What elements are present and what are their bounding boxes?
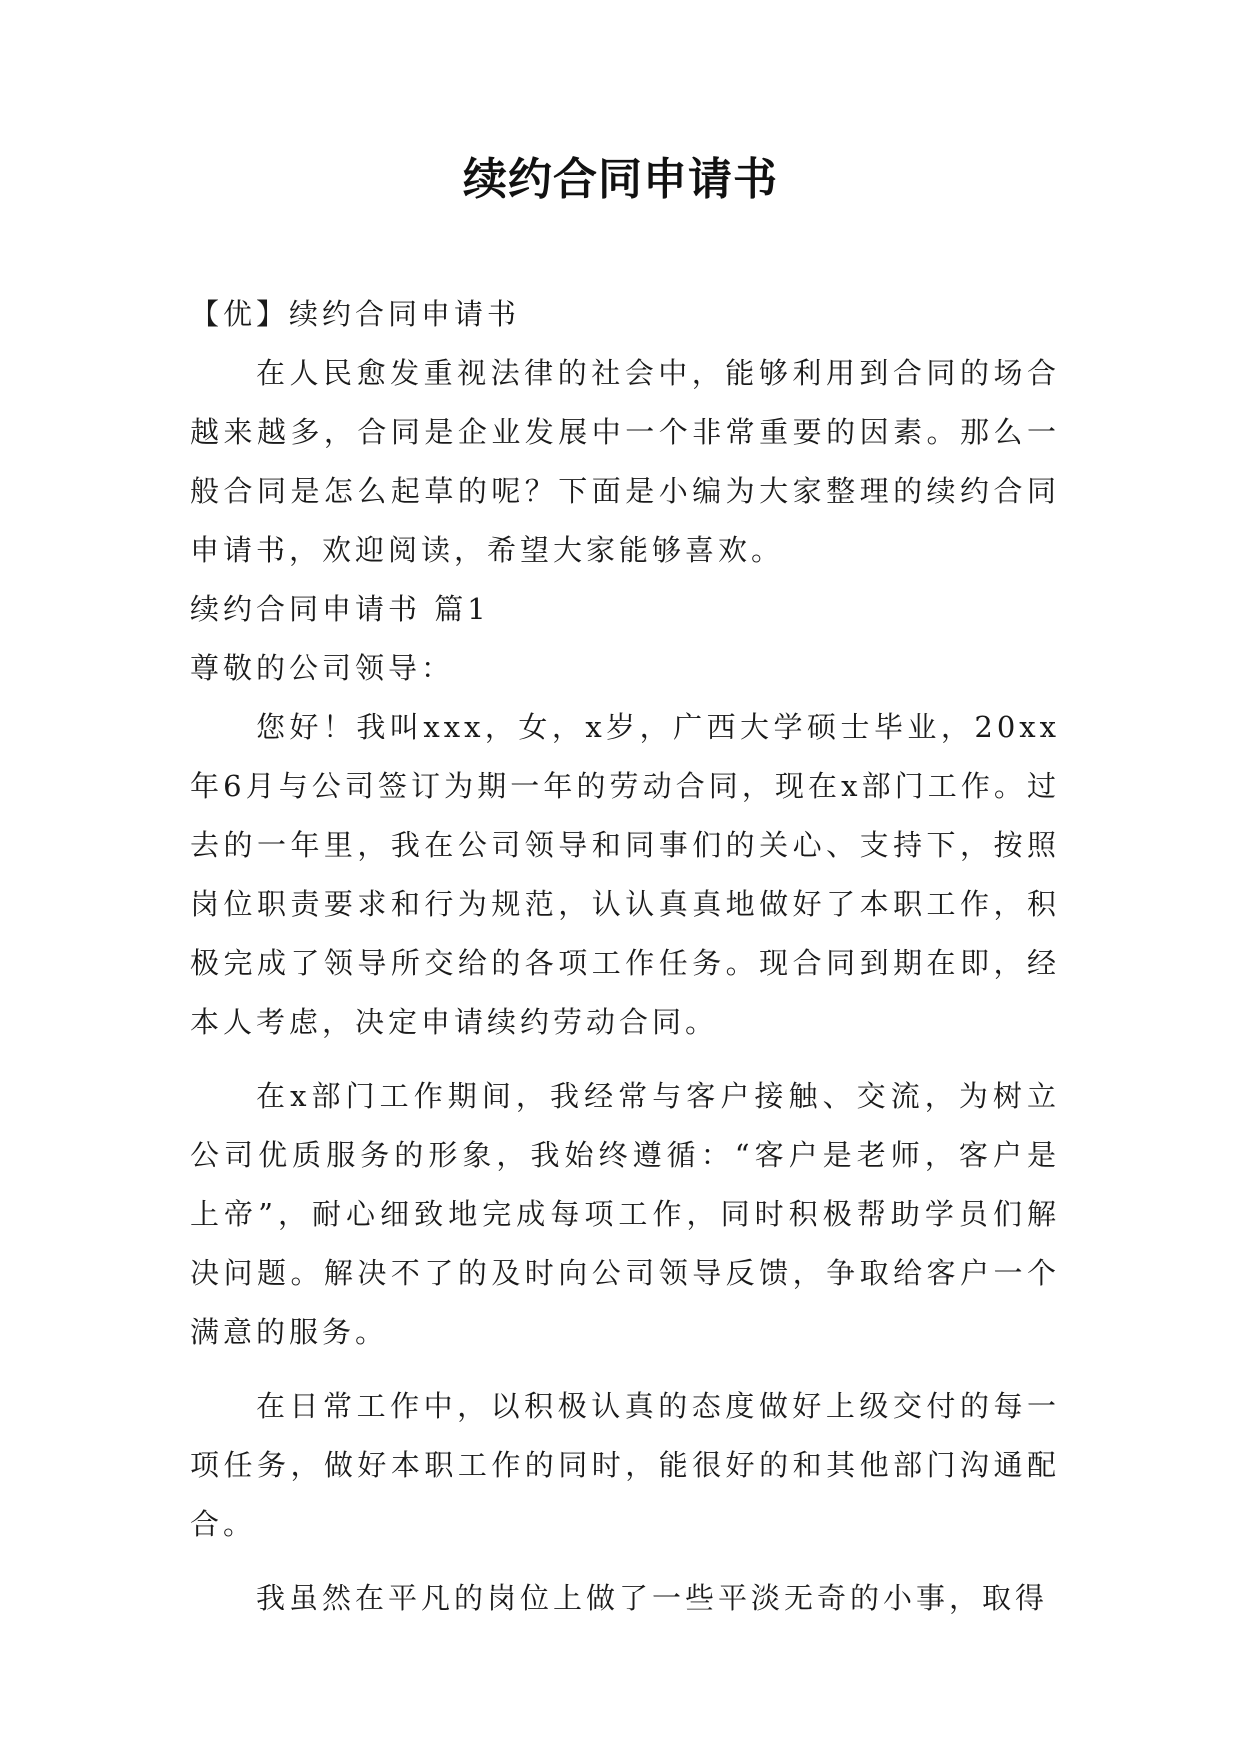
salutation: 尊敬的公司领导： <box>190 651 455 685</box>
intro-paragraph: 在人民愈发重视法律的社会中，能够利用到合同的场合越来越多，合同是企业发展中一个非常重要的因素。那么一般合同是怎么起草的呢？下面是小编为大家整理的续约合同申请书，欢迎阅读，希望大家能够喜欢。 <box>190 356 1060 567</box>
body-paragraph-4: 我虽然在平凡的岗位上做了一些平淡无奇的小事，取得 <box>256 1581 1049 1615</box>
document-title: 续约合同申请书 <box>463 154 778 205</box>
body-paragraph-2: 在x部门工作期间，我经常与客户接触、交流，为树立公司优质服务的形象，我始终遵循：“客户是老师，客户是上帝”，耐心细致地完成每项工作，同时积极帮助学员们解决问题。解决不了的及时向公司领导反馈，争取给客户一个满意的服务。 <box>190 1079 1060 1349</box>
body-paragraph-1: 您好！我叫xxx，女，x岁，广西大学硕士毕业，20xx年6月与公司签订为期一年的劳动合同，现在x部门工作。过去的一年里，我在公司领导和同事们的关心、支持下，按照岗位职责要求和行为规范，认认真真地做好了本职工作，积极完成了领导所交给的各项工作任务。现合同到期在即，经本人考虑，决定申请续约劳动合同。 <box>190 710 1060 1039</box>
section-heading: 续约合同申请书 篇1 <box>190 592 490 626</box>
document-body <box>190 285 1060 1628</box>
subtitle-line: 【优】续约合同申请书 <box>190 297 521 331</box>
body-paragraph-3: 在日常工作中，以积极认真的态度做好上级交付的每一项任务，做好本职工作的同时，能很好的和其他部门沟通配合。 <box>190 1389 1060 1541</box>
